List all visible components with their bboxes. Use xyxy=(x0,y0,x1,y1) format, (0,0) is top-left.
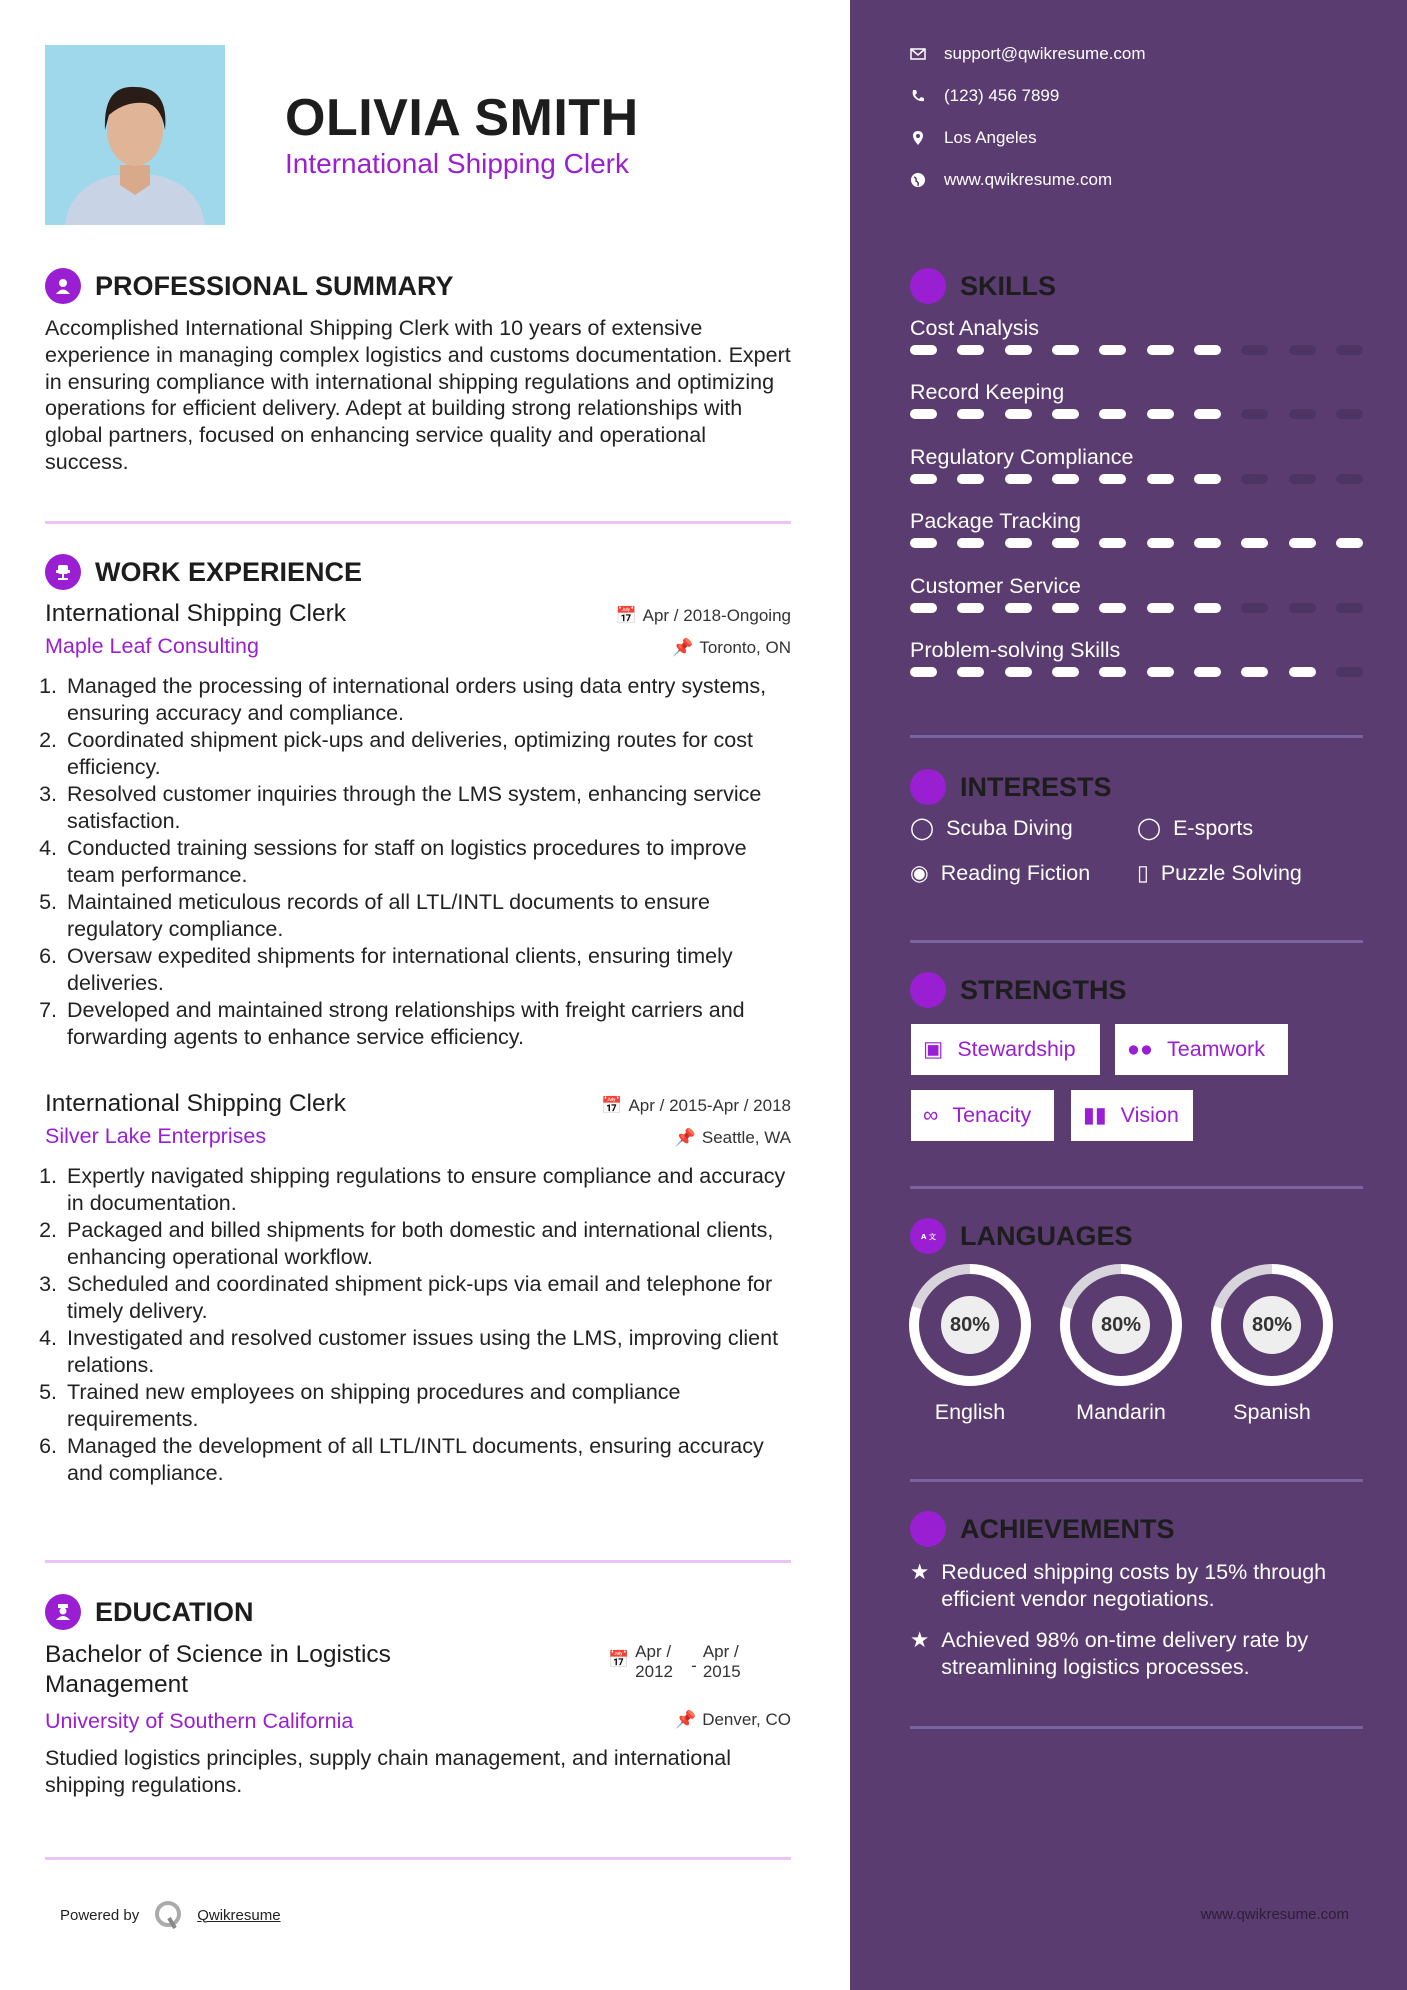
skill-name: Problem-solving Skills xyxy=(910,638,1121,662)
rating-dash xyxy=(957,667,984,677)
bullet: 4. Conducted training sessions for staff on logistics procedures to improve team performance. xyxy=(63,835,791,889)
skill-rating xyxy=(910,538,1363,548)
language-name: Mandarin xyxy=(1076,1400,1166,1424)
binoculars-icon: ▮▮ xyxy=(1083,1103,1107,1127)
skill-name: Package Tracking xyxy=(910,509,1081,534)
profile-photo xyxy=(45,45,225,225)
rating-dash xyxy=(1147,603,1174,613)
rating-dash xyxy=(1005,538,1032,548)
rating-dash xyxy=(1289,409,1316,419)
rating-dash xyxy=(910,409,937,419)
rating-dash xyxy=(910,603,937,613)
achievement-item: ★ Reduced shipping costs by 15% through efficient vendor negotiations. xyxy=(910,1560,1327,1611)
rating-dash xyxy=(1336,345,1363,355)
qwikresume-logo-icon xyxy=(153,1900,183,1930)
footer-branding: Powered by Qwikresume xyxy=(60,1900,281,1930)
education-location: 📌 Denver, CO xyxy=(675,1710,791,1729)
skill-name: Record Keeping xyxy=(910,380,1065,405)
contact-website[interactable]: www.qwikresume.com xyxy=(910,170,1112,190)
rating-dash xyxy=(1099,474,1126,484)
job-entry xyxy=(45,1090,791,1487)
rating-dash xyxy=(1289,538,1316,548)
interest-item: ▯ Puzzle Solving xyxy=(1137,861,1302,885)
job-location: Seattle, WA xyxy=(701,1128,791,1147)
skill-item xyxy=(910,574,1363,613)
rating-dash xyxy=(1336,538,1363,548)
rating-dash xyxy=(910,667,937,677)
rating-dash xyxy=(1147,667,1174,677)
bullet: 6. Oversaw expedited shipments for international clients, ensuring timely deliveries. xyxy=(63,943,791,997)
skill-rating xyxy=(910,345,1363,355)
briefcase-icon: ▣ xyxy=(923,1037,944,1061)
rating-dash xyxy=(957,409,984,419)
rating-dash xyxy=(1241,538,1268,548)
rating-dash xyxy=(1099,538,1126,548)
school-name: University of Southern California xyxy=(45,1709,354,1733)
divider xyxy=(910,940,1363,943)
skill-rating xyxy=(910,667,1363,677)
strength-chip: ▣ Stewardship xyxy=(911,1024,1100,1075)
shooting-star-icon: ★ xyxy=(910,1560,930,1584)
skill-item xyxy=(910,316,1363,355)
rating-dash xyxy=(1241,667,1268,677)
rating-dash xyxy=(1289,474,1316,484)
job-bullets xyxy=(63,673,791,1051)
rating-dash xyxy=(1099,667,1126,677)
rating-dash xyxy=(1241,603,1268,613)
rating-dash xyxy=(1241,409,1268,419)
education-heading: EDUCATION xyxy=(45,1594,254,1630)
rating-dash xyxy=(1289,667,1316,677)
strength-chip: ▮▮ Vision xyxy=(1071,1090,1193,1141)
language-ring xyxy=(909,1264,1031,1386)
rating-dash xyxy=(1005,474,1032,484)
job-bullets xyxy=(63,1163,791,1487)
rating-dash xyxy=(1099,345,1126,355)
degree: Bachelor of Science in Logistics Management xyxy=(45,1641,391,1698)
rating-dash xyxy=(1194,474,1221,484)
contact-location: Los Angeles xyxy=(910,128,1037,148)
language-ring xyxy=(1060,1264,1182,1386)
lifebuoy-icon: ◯ xyxy=(910,816,935,840)
interest-item: ◉ Reading Fiction xyxy=(910,861,1091,885)
skill-item xyxy=(910,380,1363,419)
divider xyxy=(910,735,1363,738)
skill-rating xyxy=(910,409,1363,419)
rating-dash xyxy=(1052,409,1079,419)
bullet: 2. Coordinated shipment pick-ups and deliveries, optimizing routes for cost efficiency. xyxy=(63,727,791,781)
job-title: International Shipping Clerk xyxy=(45,600,346,627)
divider xyxy=(45,1857,791,1860)
achievements-heading: ACHIEVEMENTS xyxy=(910,1511,1175,1547)
rating-dash xyxy=(1241,474,1268,484)
skill-item xyxy=(910,445,1363,484)
rating-dash xyxy=(1052,667,1079,677)
language-percent: 80% xyxy=(1243,1296,1301,1354)
rating-dash xyxy=(1147,345,1174,355)
lifebuoy-icon: ◯ xyxy=(1137,816,1162,840)
rating-dash xyxy=(1336,409,1363,419)
rating-dash xyxy=(1336,603,1363,613)
chair-icon xyxy=(45,554,81,590)
link-icon: ∞ xyxy=(923,1103,939,1127)
candidate-title: International Shipping Clerk xyxy=(285,148,629,179)
interest-item: ◯ E-sports xyxy=(1137,816,1254,840)
map-marker-icon xyxy=(910,130,926,146)
rating-dash xyxy=(1147,538,1174,548)
calendar-icon: 📅 xyxy=(601,1096,623,1115)
interests-heading: INTERESTS xyxy=(910,769,1112,805)
divider xyxy=(45,521,791,524)
education-dates: 📅 Apr / 2012 - Apr / 2015 xyxy=(608,1642,741,1681)
bullet: 7. Developed and maintained strong relationships with freight carriers and forwarding agents to enhance service efficiency. xyxy=(63,997,791,1051)
rating-dash xyxy=(1289,603,1316,613)
graduate-icon xyxy=(45,1594,81,1630)
rating-dash xyxy=(1194,667,1221,677)
job-dates: Apr / 2015-Apr / 2018 xyxy=(628,1096,791,1115)
rating-dash xyxy=(910,538,937,548)
rating-dash xyxy=(1005,345,1032,355)
pin-icon: 📌 xyxy=(675,1710,697,1729)
user-icon xyxy=(45,268,81,304)
rating-dash xyxy=(1052,538,1079,548)
language-percent: 80% xyxy=(1092,1296,1150,1354)
contact-email[interactable]: support@qwikresume.com xyxy=(910,44,1146,64)
rating-dash xyxy=(1289,345,1316,355)
skill-name: Customer Service xyxy=(910,573,1081,598)
summary-heading: PROFESSIONAL SUMMARY xyxy=(45,268,454,304)
rating-dash xyxy=(1052,603,1079,613)
rating-dash xyxy=(1005,409,1032,419)
job-dates: Apr / 2018-Ongoing xyxy=(642,606,791,625)
rating-dash xyxy=(910,345,937,355)
divider xyxy=(910,1479,1363,1482)
rating-dash xyxy=(1099,409,1126,419)
language-ring xyxy=(1211,1264,1333,1386)
calendar-icon: 📅 xyxy=(608,1650,630,1669)
svg-text:A 文: A 文 xyxy=(921,1233,936,1241)
rating-dash xyxy=(957,345,984,355)
rating-dash xyxy=(957,538,984,548)
skill-rating xyxy=(910,603,1363,613)
translate-icon xyxy=(910,1218,946,1254)
gamepad-icon: ◉ xyxy=(910,861,929,885)
lightbulb-icon xyxy=(910,268,946,304)
envelope-icon xyxy=(910,46,926,62)
language-percent: 80% xyxy=(941,1296,999,1354)
footer-url[interactable]: www.qwikresume.com xyxy=(1200,1906,1349,1923)
interest-item: ◯ Scuba Diving xyxy=(910,816,1073,840)
languages-heading: A 文 LANGUAGES xyxy=(910,1218,1133,1254)
pin-icon: 📌 xyxy=(674,1128,696,1147)
bullet: 5. Trained new employees on shipping procedures and compliance requirements. xyxy=(63,1379,791,1433)
skills-heading: SKILLS xyxy=(910,268,1056,304)
bullet: 6. Managed the development of all LTL/INTL documents, ensuring accuracy and compliance. xyxy=(63,1433,791,1487)
rating-dash xyxy=(1147,409,1174,419)
book-icon: ▯ xyxy=(1137,861,1149,885)
rating-dash xyxy=(910,474,937,484)
bullet: 2. Packaged and billed shipments for both domestic and international clients, enhancing operational workflow. xyxy=(63,1217,791,1271)
work-heading: WORK EXPERIENCE xyxy=(45,554,362,590)
rating-dash xyxy=(1194,409,1221,419)
calendar-icon: 📅 xyxy=(615,606,637,625)
rating-dash xyxy=(1005,667,1032,677)
bullet: 3. Resolved customer inquiries through the LMS system, enhancing service satisfaction. xyxy=(63,781,791,835)
star-icon xyxy=(910,1511,946,1547)
strength-chip: ●● Teamwork xyxy=(1115,1024,1288,1075)
summary-text: Accomplished International Shipping Clerk with 10 years of extensive experience in managing complex logistics and customs documentation. Expert in ensuring compliance with international shipping regulations and optimizing operations for efficient delivery. Adept at building strong relationships with global partners, focused on enhancing service quality and operational success. xyxy=(45,316,791,474)
strengths-heading: STRENGTHS xyxy=(910,972,1127,1008)
users-icon: ●● xyxy=(1127,1037,1153,1061)
bullet: 4. Investigated and resolved customer issues using the LMS, improving client relations. xyxy=(63,1325,791,1379)
candidate-name: OLIVIA SMITH xyxy=(285,89,639,147)
rating-dash xyxy=(957,474,984,484)
bullet: 5. Maintained meticulous records of all LTL/INTL documents to ensure regulatory compliance. xyxy=(63,889,791,943)
rating-dash xyxy=(1194,538,1221,548)
job-title: International Shipping Clerk xyxy=(45,1090,346,1117)
divider xyxy=(910,1186,1363,1189)
language-name: English xyxy=(934,1400,1006,1424)
skill-item xyxy=(910,638,1363,677)
job-location: Toronto, ON xyxy=(699,638,791,657)
pin-icon: 📌 xyxy=(672,638,694,657)
rating-dash xyxy=(1194,603,1221,613)
skill-rating xyxy=(910,474,1363,484)
bullet: 1. Expertly navigated shipping regulations to ensure compliance and accuracy in documentation. xyxy=(63,1163,791,1217)
skill-name: Cost Analysis xyxy=(910,316,1040,340)
globe-icon xyxy=(910,172,926,188)
rating-dash xyxy=(1147,474,1174,484)
contact-phone: (123) 456 7899 xyxy=(910,86,1059,106)
rating-dash xyxy=(1052,345,1079,355)
company-name: Silver Lake Enterprises xyxy=(45,1124,267,1148)
rating-dash xyxy=(1336,667,1363,677)
rating-dash xyxy=(1052,474,1079,484)
bullet: 1. Managed the processing of international orders using data entry systems, ensuring accuracy and compliance. xyxy=(63,673,791,727)
rating-dash xyxy=(1099,603,1126,613)
fist-icon xyxy=(910,972,946,1008)
rating-dash xyxy=(1336,474,1363,484)
divider xyxy=(910,1726,1363,1729)
company-name: Maple Leaf Consulting xyxy=(45,634,259,658)
job-entry xyxy=(45,600,791,1051)
rating-dash xyxy=(957,603,984,613)
bullet: 3. Scheduled and coordinated shipment pick-ups via email and telephone for timely delivery. xyxy=(63,1271,791,1325)
rating-dash xyxy=(1241,345,1268,355)
paper-plane-icon xyxy=(910,769,946,805)
achievement-item: ★ Achieved 98% on-time delivery rate by streamlining logistics processes. xyxy=(910,1628,1309,1679)
shooting-star-icon: ★ xyxy=(910,1628,930,1652)
rating-dash xyxy=(1194,345,1221,355)
strength-chip: ∞ Tenacity xyxy=(911,1090,1054,1141)
skill-item xyxy=(910,509,1363,548)
phone-icon xyxy=(910,88,926,104)
rating-dash xyxy=(1005,603,1032,613)
language-name: Spanish xyxy=(1233,1400,1311,1424)
qwikresume-link[interactable]: Qwikresume xyxy=(197,1906,281,1924)
divider xyxy=(45,1560,791,1563)
skill-name: Regulatory Compliance xyxy=(910,444,1134,469)
education-text: Studied logistics principles, supply chain management, and international shipping regulations. xyxy=(45,1746,732,1797)
